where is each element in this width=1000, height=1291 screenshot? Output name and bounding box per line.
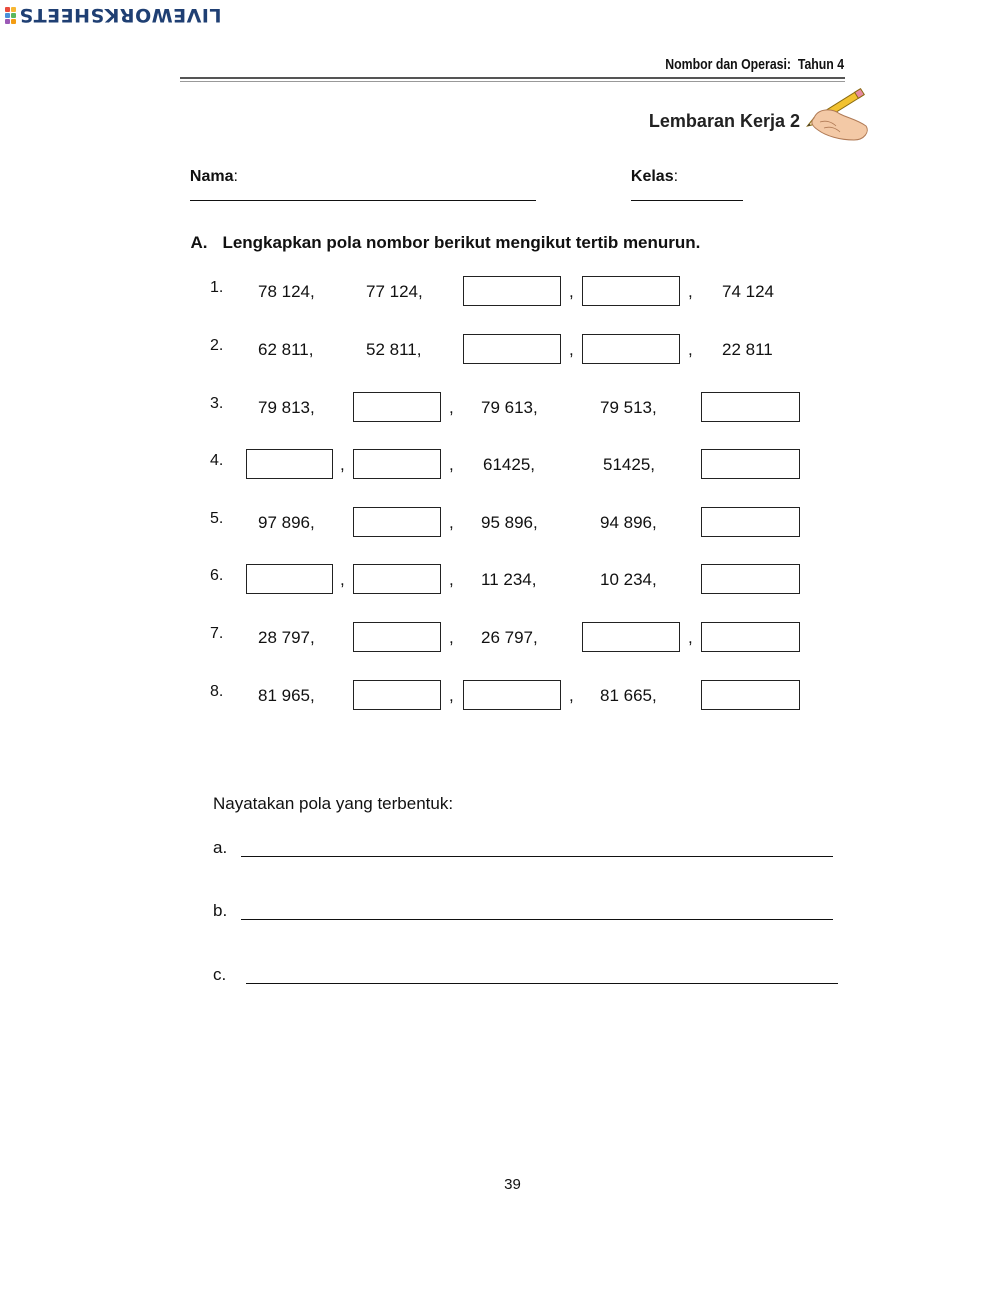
separator: , xyxy=(340,570,345,589)
answer-line-b[interactable] xyxy=(241,919,833,920)
given-number: 77 124, xyxy=(366,282,423,301)
given-number: 97 896, xyxy=(258,513,315,532)
answer-box[interactable] xyxy=(463,334,561,364)
given-number: 61425, xyxy=(483,455,535,474)
answer-label-c: c. xyxy=(213,965,227,984)
question-number: 4. xyxy=(210,452,224,469)
logo-text: LIVEWORKSHEETS xyxy=(19,4,222,26)
answer-box[interactable] xyxy=(353,680,441,710)
section-instruction xyxy=(181,213,700,253)
pattern-prompt: Nayatakan pola yang terbentuk: xyxy=(213,794,454,813)
answer-box[interactable] xyxy=(701,680,800,710)
given-number: 10 234, xyxy=(600,570,657,589)
question-number: 7. xyxy=(210,625,224,642)
answer-box[interactable] xyxy=(701,622,800,652)
question-number: 6. xyxy=(210,567,224,584)
answer-line-a[interactable] xyxy=(241,856,833,857)
separator: , xyxy=(569,686,574,705)
question-number: 5. xyxy=(210,510,224,527)
answer-box[interactable] xyxy=(353,392,441,422)
sheet-title: Lembaran Kerja 2 xyxy=(648,111,800,131)
question-number: 3. xyxy=(210,395,224,412)
given-number: 22 811 xyxy=(722,340,773,359)
answer-box[interactable] xyxy=(353,564,441,594)
answer-box[interactable] xyxy=(246,449,333,479)
logo-mark-icon xyxy=(5,7,16,24)
answer-box[interactable] xyxy=(246,564,333,594)
separator: , xyxy=(688,628,693,647)
answer-box[interactable] xyxy=(353,622,441,652)
given-number: 78 124, xyxy=(258,282,315,301)
answer-label-a: a. xyxy=(213,838,228,857)
separator: , xyxy=(688,340,693,359)
given-number: 81 665, xyxy=(600,686,657,705)
separator: , xyxy=(449,686,454,705)
separator: , xyxy=(449,570,454,589)
given-number: 79 813, xyxy=(258,398,315,417)
page-number: 39 xyxy=(504,1176,521,1193)
given-number: 11 234, xyxy=(481,570,537,589)
pencil-hand-icon xyxy=(800,78,875,144)
answer-box[interactable] xyxy=(701,392,800,422)
answer-box[interactable] xyxy=(582,334,680,364)
separator: , xyxy=(569,282,574,301)
class-colon: : xyxy=(673,168,679,185)
answer-box[interactable] xyxy=(701,449,800,479)
header-rule-thin xyxy=(180,81,845,82)
name-field-row xyxy=(181,150,536,206)
answer-box[interactable] xyxy=(463,680,561,710)
given-number: 26 797, xyxy=(481,628,538,647)
given-number: 74 124 xyxy=(722,282,774,301)
answer-box[interactable] xyxy=(353,507,441,537)
given-number: 79 613, xyxy=(481,398,538,417)
question-number: 8. xyxy=(210,683,224,700)
separator: , xyxy=(449,398,454,417)
header-rule xyxy=(180,77,845,79)
answer-box[interactable] xyxy=(582,622,680,652)
name-input-line[interactable] xyxy=(190,186,536,201)
answer-box[interactable] xyxy=(701,564,800,594)
answer-box[interactable] xyxy=(353,449,441,479)
class-input-line[interactable] xyxy=(631,186,743,201)
class-field-row xyxy=(622,150,743,206)
given-number: 52 811, xyxy=(366,340,422,359)
given-number: 62 811, xyxy=(258,340,314,359)
separator: , xyxy=(449,628,454,647)
given-number: 79 513, xyxy=(600,398,657,417)
given-number: 81 965, xyxy=(258,686,315,705)
separator: , xyxy=(449,513,454,532)
instruction-text: Lengkapkan pola nombor berikut mengikut tertib menurun. xyxy=(222,233,701,252)
name-colon: : xyxy=(233,168,238,185)
liveworksheets-logo xyxy=(5,4,222,26)
answer-line-c[interactable] xyxy=(246,983,838,984)
separator: , xyxy=(340,455,345,474)
question-number: 2. xyxy=(210,337,224,354)
separator: , xyxy=(449,455,454,474)
section-letter: A. xyxy=(190,233,208,252)
separator: , xyxy=(569,340,574,359)
name-label: Nama xyxy=(189,168,234,185)
separator: , xyxy=(688,282,693,301)
given-number: 94 896, xyxy=(600,513,657,532)
subject-header: Nombor dan Operasi: Tahun 4 xyxy=(665,56,844,73)
answer-label-b: b. xyxy=(213,901,228,920)
answer-box[interactable] xyxy=(701,507,800,537)
answer-box[interactable] xyxy=(463,276,561,306)
question-number: 1. xyxy=(210,279,224,296)
answer-box[interactable] xyxy=(582,276,680,306)
class-label: Kelas xyxy=(630,168,674,185)
given-number: 28 797, xyxy=(258,628,315,647)
given-number: 95 896, xyxy=(481,513,538,532)
given-number: 51425, xyxy=(603,455,655,474)
